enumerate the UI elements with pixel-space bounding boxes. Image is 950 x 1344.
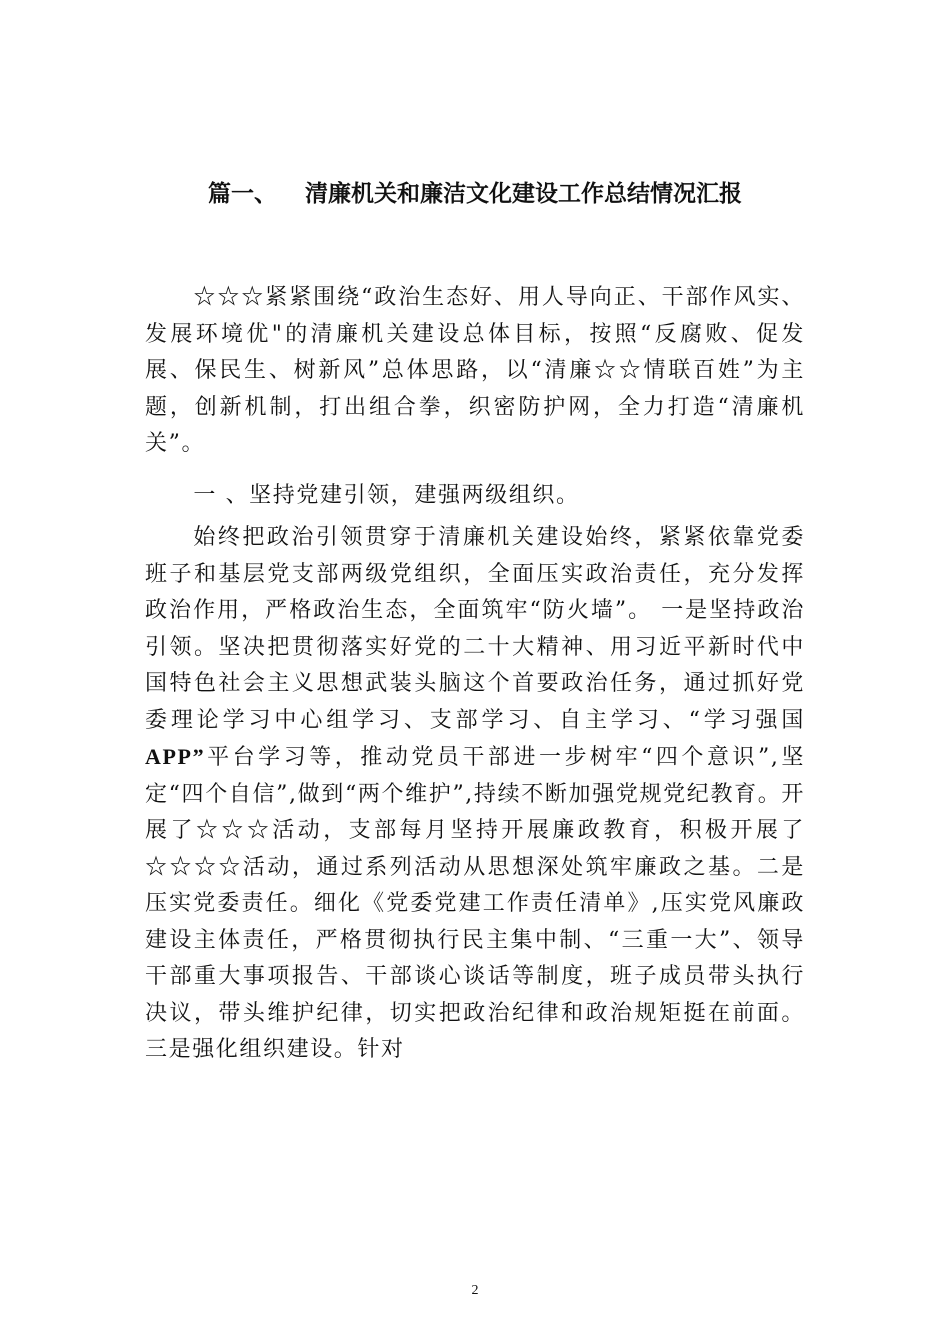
body-text-part-1: 始终把政治引领贯穿于清廉机关建设始终，紧紧依靠党委班子和基层党支部两级党组织，全面压实政治责任，充分发挥政治作用，严格政治生态，全面筑牢“防火墙”。 一是坚持政治引领。坚决把贯彻落实好党的二十大精神、用习近平新时代中国特色社会主义思想武装头脑这个首要政治任务，通过抓好党委理论学习中心组学习、支部学习、自主学习、“学习强国 bbox=[145, 525, 805, 733]
title-main: 清廉机关和廉洁文化建设工作总结情况汇报 bbox=[305, 181, 742, 207]
body-text-bold-app: APP” bbox=[145, 744, 206, 769]
body-text-part-2: 平台学习等，推动党员干部进一步树牢“四个意识”,坚定“四个自信”,做到“两个维护”,持续不断加强党规党纪教育。开展了☆☆☆活动，支部每月坚持开展廉政教育，积极开展了☆☆☆☆活动，通过系列活动从思想深处筑牢廉政之基。二是压实党委责任。细化《党委党建工作责任清单》,压实党风廉政建设主体责任，严格贯彻执行民主集中制、“三重一大”、领导干部重大事项报告、干部谈心谈话等制度，班子成员带头执行决议，带头维护纪律，切实把政治纪律和政治规矩挺在前面。三是强化组织建设。针对 bbox=[145, 745, 805, 1062]
section-body-paragraph bbox=[145, 520, 805, 1069]
title-prefix: 篇一、 bbox=[208, 181, 277, 207]
section-heading-1: 一 、坚持党建引领，建强两级组织。 bbox=[193, 483, 580, 508]
page-title bbox=[0, 176, 950, 212]
page-number: 2 bbox=[471, 1283, 479, 1298]
intro-paragraph: ☆☆☆紧紧围绕“政治生态好、用人导向正、干部作风实、发展环境优"的清廉机关建设总体目标，按照“反腐败、促发展、保民生、树新风”总体思路，以“清廉☆☆情联百姓”为主题，创新机制，打出组合拳，织密防护网，全力打造“清廉机关”。 bbox=[145, 285, 805, 456]
